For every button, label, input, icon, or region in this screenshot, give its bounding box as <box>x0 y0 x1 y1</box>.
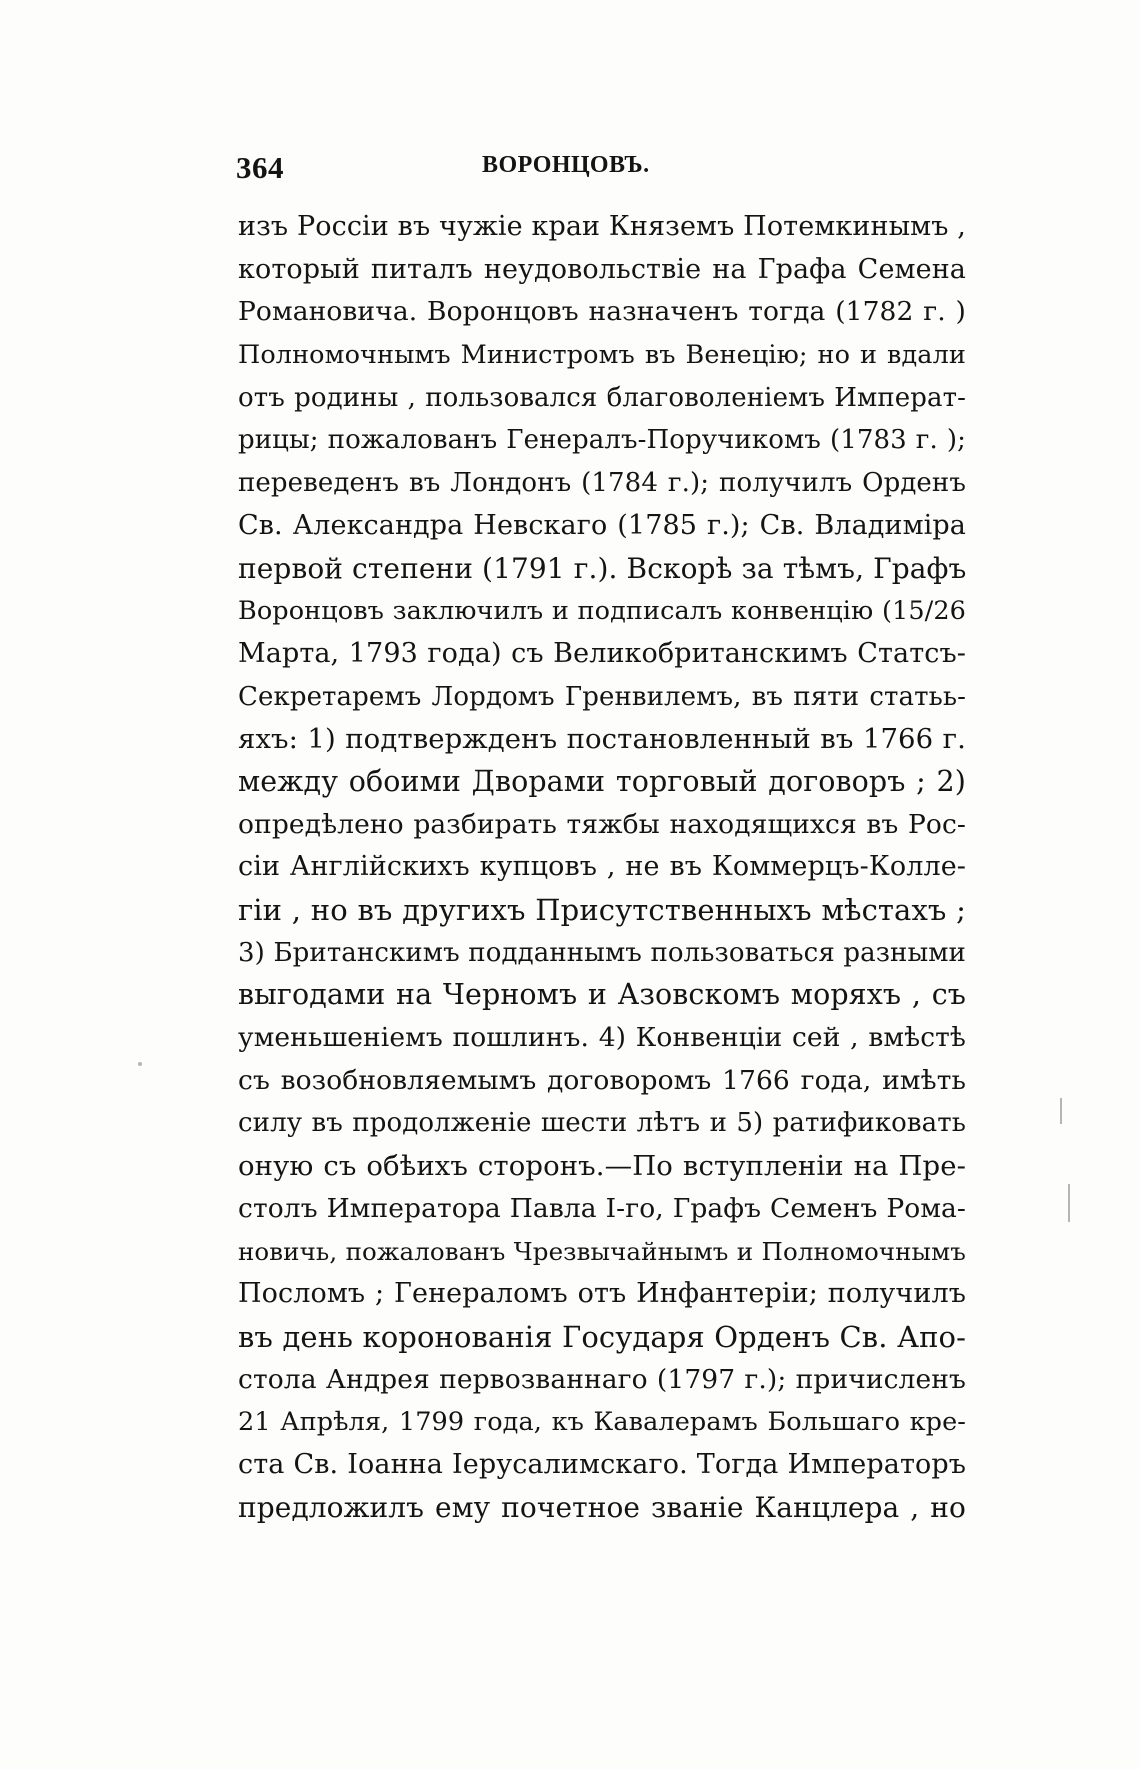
text-line: Романовича. Воронцовъ назначенъ тогда (1782 г. ) <box>238 296 966 328</box>
body-text <box>238 206 966 1529</box>
text-line: Св. Александра Невскаго (1785 г.); Св. Владиміра <box>238 509 966 541</box>
page-header <box>236 150 966 190</box>
text-line: Посломъ ; Генераломъ отъ Инфантеріи; получилъ <box>238 1278 966 1310</box>
text-line: гіи , но въ другихъ Присутственныхъ мѣстахъ ; <box>238 893 966 927</box>
text-line: выгодами на Черномъ и Азовскомъ моряхъ , съ <box>238 978 966 1012</box>
text-line: Воронцовъ заключилъ и подписалъ конвенцію (15/26 <box>238 596 966 627</box>
text-line: оную съ обѣихъ сторонъ.—По вступленіи на Пре- <box>238 1150 966 1183</box>
text-line: новичь, пожалованъ Чрезвычайнымъ и Полномочнымъ <box>238 1236 966 1266</box>
text-line: ста Св. Іоанна Іерусалимскаго. Тогда Императоръ <box>238 1448 966 1480</box>
text-line: который питалъ неудовольствіе на Графа Семена <box>238 253 966 285</box>
scan-mark <box>138 1062 142 1066</box>
running-head: ВОРОНЦОВЪ. <box>482 152 650 178</box>
text-line: между обоими Дворами торговый договоръ ; 2) <box>238 764 966 798</box>
text-line: столъ Императора Павла І-го, Графъ Семенъ Рома- <box>238 1192 966 1224</box>
text-line: 21 Апрѣля, 1799 года, къ Кавалерамъ Большаго кре- <box>238 1407 966 1438</box>
scan-mark <box>1068 1184 1070 1222</box>
text-line: Полномочнымъ Министромъ въ Венецію; но и вдали <box>238 340 966 371</box>
text-line: опредѣлено разбирать тяжбы находящихся въ Рос- <box>238 808 966 840</box>
text-line: Марта, 1793 года) съ Великобританскимъ Статсъ- <box>238 637 966 669</box>
text-line: съ возобновляемымъ договоромъ 1766 года, имѣть <box>238 1064 966 1096</box>
text-line: уменьшеніемъ пошлинъ. 4) Конвенціи сей , вмѣстѣ <box>238 1022 966 1054</box>
text-line: отъ родины , пользовался благоволеніемъ Императ- <box>238 382 966 413</box>
text-line: переведенъ въ Лондонъ (1784 г.); получилъ Орденъ <box>238 468 966 499</box>
text-line: Секретаремъ Лордомъ Гренвилемъ, въ пяти статьь- <box>238 681 966 712</box>
text-line: изъ Россіи въ чужіе краи Княземъ Потемкинымъ , <box>238 211 966 242</box>
text-line: въ день коронованія Государя Орденъ Св. Апо- <box>238 1319 966 1354</box>
text-line: предложилъ ему почетное званіе Канцлера , но <box>238 1490 966 1524</box>
scan-mark <box>1060 1098 1062 1124</box>
text-line: 3) Британскимъ подданнымъ пользоваться разными <box>238 937 966 968</box>
page-number: 364 <box>236 150 284 185</box>
text-line: первой степени (1791 г.). Вскорѣ за тѣмъ, Графъ <box>238 551 967 585</box>
text-line: яхъ: 1) подтвержденъ постановленный въ 1766 г. <box>238 723 966 756</box>
text-line: рицы; пожалованъ Генералъ-Поручикомъ (1783 г. ); <box>238 425 966 456</box>
text-line: стола Андрея первозваннаго (1797 г.); причисленъ <box>238 1363 966 1395</box>
text-line: сіи Англійскихъ купцовъ , не въ Коммерцъ-Колле- <box>238 851 966 883</box>
text-line: силу въ продолженіе шести лѣтъ и 5) ратификовать <box>238 1108 966 1139</box>
